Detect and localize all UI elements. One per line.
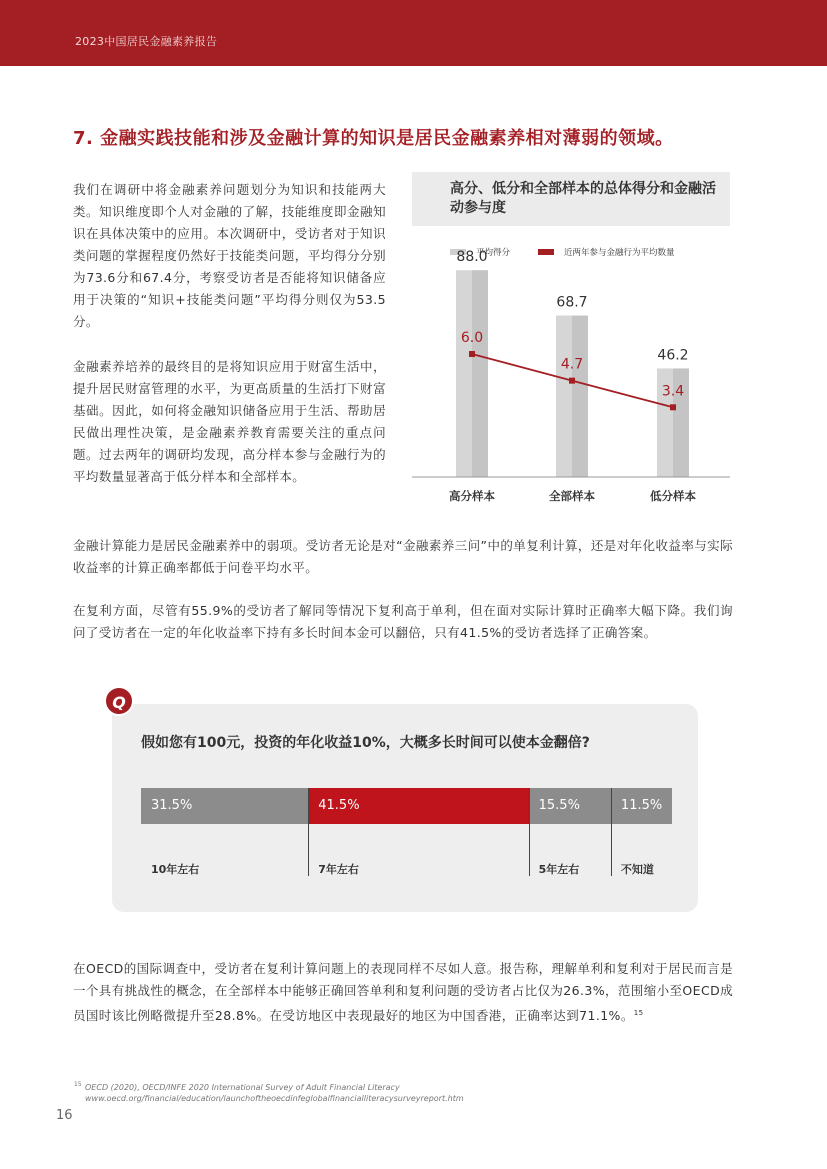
page-header	[0, 0, 827, 66]
category-label-0: 高分样本	[449, 489, 495, 503]
paragraph-oecd-text: 在OECD的国际调查中，受访者在复利计算问题上的表现同样不尽如人意。报告称，理解单利和复利对于居民而言是一个具有挑战性的概念，在全部样本中能够正确回答单利和复利问题的受访者占比仅为26.3%，范围缩小至OECD成员国时该比例略微提升至28.8%。在受访地区中表现最好的地区为中国香港，正确率达到71.1%。	[73, 961, 733, 1024]
chart-plot	[412, 172, 730, 512]
page-number: 16	[56, 1108, 73, 1123]
chart-title: 高分、低分和全部样本的总体得分和金融活动参与度	[450, 181, 716, 216]
legend-label-activity: 近两年参与金融行为平均数量	[564, 248, 675, 258]
score-label-2: 46.2	[657, 347, 689, 364]
answer-label-1: 7年左右	[318, 863, 359, 876]
paragraph-calculation: 金融计算能力是居民金融素养中的弱项。受访者无论是对“金融素养三问”中的单复利计算，还是对年化收益率与实际收益率的计算正确率都低于问卷平均水平。	[73, 538, 733, 575]
report-title: 2023中国居民金融素养报告	[75, 35, 218, 48]
paragraph-knowledge-skills: 我们在调研中将金融素养问题划分为知识和技能两大类。知识维度即个人对金融的了解，技能维度即金融知识在具体决策中的应用。本次调研中，受访者对于知识类问题的掌握程度仍然好于技能类问题，平均得分分别为73.6分和67.4分，考察受访者是否能将知识储备应用于决策的“知识+技能类问题”平均得分则仅为53.5分。	[73, 182, 386, 329]
answer-segment-2: 15.5%	[529, 788, 611, 824]
answer-segment-1: 41.5%	[308, 788, 528, 824]
category-label-1: 全部样本	[549, 489, 595, 503]
activity-label-0: 6.0	[460, 330, 484, 346]
score-bar-shade-0	[472, 270, 488, 477]
category-label-2: 低分样本	[650, 489, 696, 503]
score-bar-shade-1	[572, 316, 588, 477]
answer-label-2: 5年左右	[538, 863, 580, 876]
score-label-1: 68.7	[556, 294, 588, 311]
activity-point-0	[469, 351, 475, 357]
paragraph-application: 金融素养培养的最终目的是将知识应用于财富生活中，提升居民财富管理的水平，为更高质量的生活打下财富基础。因此，如何将金融知识储备应用于生活、帮助居民做出理性决策，是金融素养教育需要关注的重点问题。过去两年的调研均发现，高分样本参与金融行为的平均数量显著高于低分样本和全部样本。	[73, 359, 386, 484]
answer-divider-3	[611, 788, 612, 876]
activity-label-1: 4.7	[560, 356, 584, 373]
score-label-0: 88.0	[456, 249, 488, 266]
answer-divider-2	[529, 788, 530, 876]
legend-label-score: 平均得分	[476, 248, 511, 258]
answer-segment-0: 31.5%	[141, 788, 308, 824]
answer-segment-3: 11.5%	[611, 788, 672, 824]
score-chart	[412, 172, 730, 512]
section-title: 7. 金融实践技能和涉及金融计算的知识是居民金融素养相对薄弱的领域。	[73, 128, 674, 149]
footnote-number: 15	[74, 1081, 82, 1088]
footnote-url[interactable]: www.oecd.org/financial/education/launchoftheoecdinfeglobalfinancialliteracysurveyreport.htm	[85, 1094, 464, 1103]
answer-label-3: 不知道	[620, 863, 654, 876]
footnote-citation: OECD (2020), OECD/INFE 2020 International Survey of Adult Financial Literacy	[85, 1083, 400, 1092]
footnote	[85, 1082, 464, 1104]
footnote-reference[interactable]: 15	[633, 1009, 644, 1017]
quiz-question: 假如您有100元，投资的年化收益10%，大概多长时间可以使本金翻倍?	[141, 735, 590, 751]
activity-point-2	[670, 404, 676, 410]
paragraph-oecd	[73, 958, 733, 1027]
question-badge: Q	[104, 686, 134, 716]
score-bar-1	[556, 316, 572, 477]
activity-label-2: 3.4	[661, 383, 685, 400]
paragraph-compound-interest: 在复利方面，尽管有55.9%的受访者了解同等情况下复利高于单利，但在面对实际计算时正确率大幅下降。我们询问了受访者在一定的年化收益率下持有多长时间本金可以翻倍，只有41.5%的受访者选择了正确答案。	[73, 603, 733, 640]
activity-point-1	[569, 378, 575, 384]
answer-divider-1	[308, 788, 309, 876]
score-bar-0	[456, 270, 472, 477]
answer-label-0: 10年左右	[151, 863, 200, 876]
